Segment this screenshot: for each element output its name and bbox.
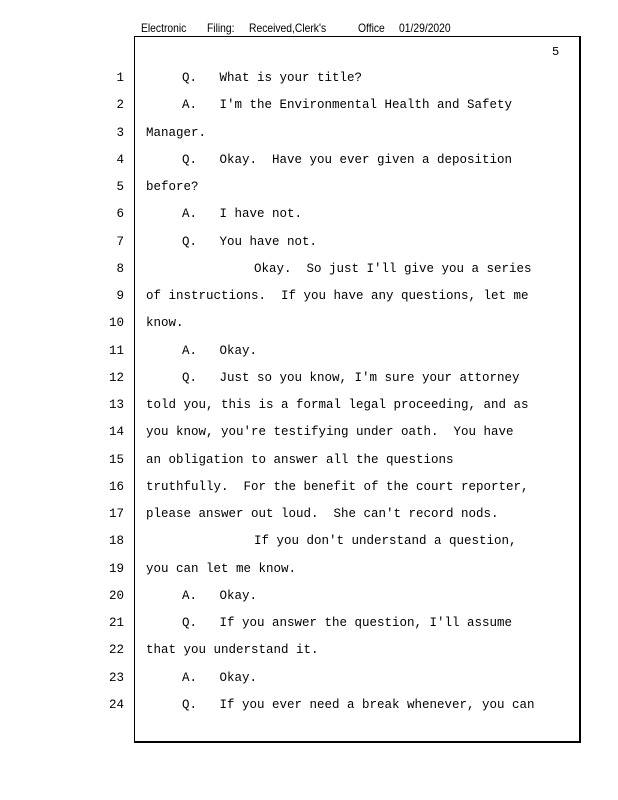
line-number: 5 <box>116 180 124 194</box>
header-word-received: Received,Clerk's <box>249 21 327 35</box>
transcript-line: A. I have not. <box>182 207 303 222</box>
line-number: 1 <box>116 71 124 85</box>
transcript-line: truthfully. For the benefit of the court reporter, <box>146 479 529 494</box>
transcript-line: you know, you're testifying under oath. You have <box>146 425 514 440</box>
transcript-line: A. Okay. <box>182 343 258 358</box>
transcript-line: Manager. <box>146 125 207 140</box>
line-number: 19 <box>108 561 124 576</box>
transcript-line: Q. Just so you know, I'm sure your attorney <box>182 370 520 385</box>
page-number: 5 <box>552 45 560 59</box>
transcript-line: Q. You have not. <box>182 234 318 249</box>
line-number: 12 <box>108 370 124 385</box>
transcript-line: you can let me know. <box>146 561 297 576</box>
line-number: 18 <box>108 534 124 549</box>
transcript-line: please answer out loud. She can't record nods. <box>146 507 499 521</box>
transcript-line: A. Okay. <box>182 588 258 603</box>
line-number: 17 <box>108 507 124 521</box>
line-number: 4 <box>116 152 124 167</box>
line-number: 7 <box>116 234 124 249</box>
line-number: 11 <box>108 343 124 358</box>
line-number: 20 <box>108 588 124 603</box>
line-number: 15 <box>108 452 124 467</box>
header-word-date: 01/29/2020 <box>399 21 451 35</box>
transcript-line: If you don't understand a question, <box>254 534 517 549</box>
transcript-line: Q. What is your title? <box>182 71 363 85</box>
line-number: 23 <box>108 670 124 685</box>
transcript-line: know. <box>146 316 184 331</box>
transcript-line: that you understand it. <box>146 643 319 658</box>
line-number: 13 <box>108 398 124 412</box>
transcript-line: Q. Okay. Have you ever given a deposition <box>182 152 513 167</box>
transcript-line: Q. If you answer the question, I'll assume <box>182 616 513 630</box>
transcript-line: Okay. So just I'll give you a series <box>254 261 532 276</box>
line-number: 22 <box>108 643 124 658</box>
line-number: 6 <box>116 207 124 222</box>
transcript-line: told you, this is a formal legal proceeding, and as <box>146 398 529 412</box>
header-word-electronic: Electronic <box>141 21 187 35</box>
line-number: 9 <box>116 289 124 303</box>
transcript-line: an obligation to answer all the questions <box>146 452 454 467</box>
line-number: 21 <box>108 616 124 630</box>
line-number: 10 <box>108 316 124 331</box>
transcript-page-frame <box>134 36 581 743</box>
transcript-line: of instructions. If you have any questions, let me <box>146 289 529 303</box>
header-word-filing: Filing: <box>207 21 235 35</box>
line-number: 2 <box>116 98 124 113</box>
line-number: 24 <box>108 697 124 712</box>
transcript-line: A. I'm the Environmental Health and Safety <box>182 98 513 113</box>
line-number: 16 <box>108 479 124 494</box>
line-number: 14 <box>108 425 124 440</box>
transcript-line: A. Okay. <box>182 670 258 685</box>
line-number: 3 <box>116 125 124 140</box>
transcript-line: Q. If you ever need a break whenever, you can <box>182 697 535 712</box>
header-word-office: Office <box>358 21 385 35</box>
line-number: 8 <box>116 261 124 276</box>
transcript-line: before? <box>146 180 199 194</box>
